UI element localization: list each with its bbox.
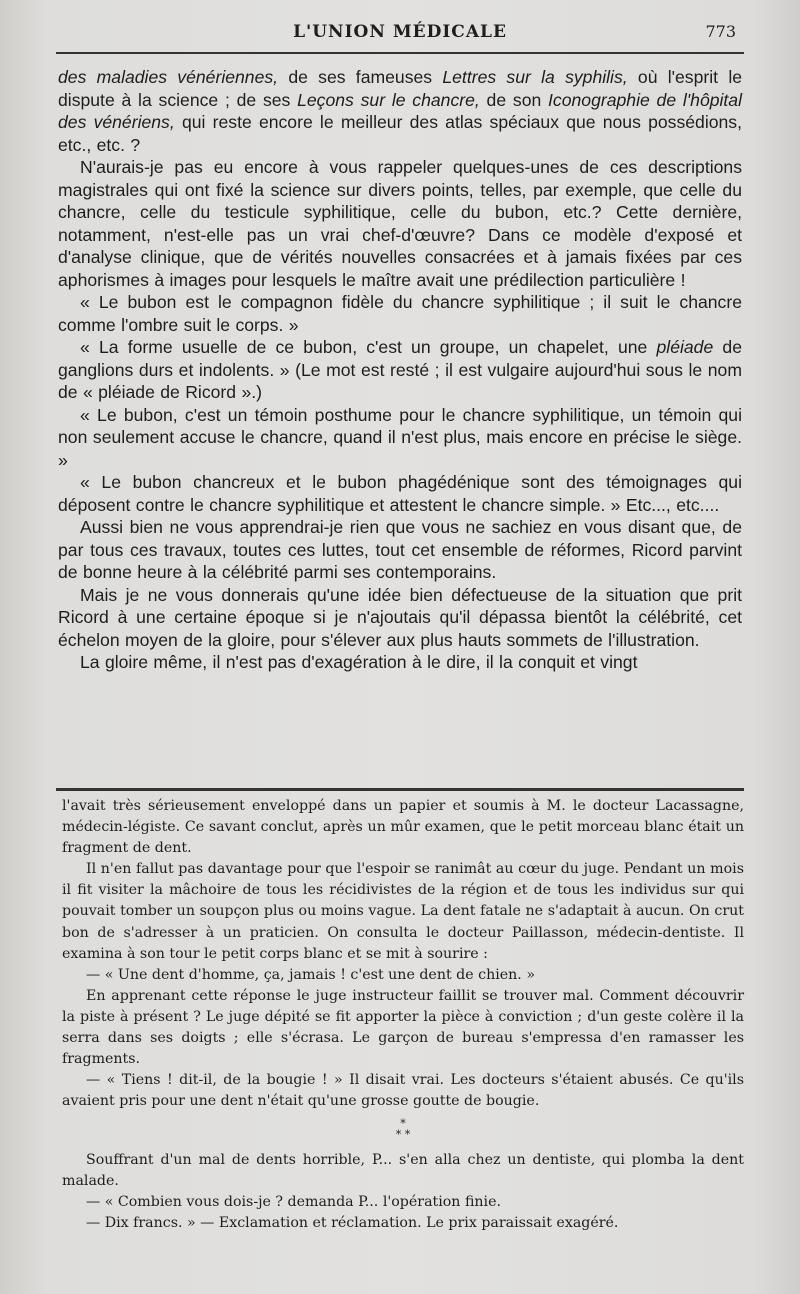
paragraph-2: N'aurais-je pas eu encore à vous rappeler quelques-unes de ces descriptions magistrales qui ont fixé la science sur divers points, telles, par exemple, que celle du chancre, celle du testicule syphilitique, celle du bubon, etc.? Cette dernière, notamment, n'est-elle pas un vrai chef-d'œuvre? Dans ce modèle d'exposé et d'analyse clinique, que de vérités nouvelles consacrées et à jamais fixées par ces aphorismes à images pour lesquels le maître avait une prédilection particulière ! [58,157,742,290]
paragraph-1 [58,66,742,156]
text-run: qui reste encore le meilleur des atlas spéciaux que nous possédions, etc., etc. ? [58,112,742,155]
asterism-top: * [400,1117,406,1131]
italic-title: Iconographie de l'hôpital des vénériens, [58,89,743,132]
text-run: où l'esprit le dispute à la science ; de ses [58,67,743,110]
anecdote-block-1 [62,796,744,1150]
paragraph-8: Mais je ne vous donnerais qu'une idée bien défectueuse de la situation que prit Ricord à une certaine époque si je n'ajoutais qu'il dépassa bientôt la célébrité, cet échelon moyen de la gloire, pour s'élever aux plus hauts sommets de l'illustration. [58,584,742,650]
asterism-bottom: * * [395,1128,411,1142]
text-run: de ganglions durs et indolents. » (Le mot est resté ; il est vulgaire aujourd'hui sous le nom de « pléiade de Ricord ».) [58,337,742,402]
note-paragraph-5: — « Tiens ! dit-il, de la bougie ! » Il disait vrai. Les docteurs s'étaient abusés. Ce qu'ils avaient pris pour une dent n'était qu'une grosse goutte de bougie. [62,1072,744,1110]
footnote-separator-rule [56,788,744,791]
text-run: de son [479,89,549,110]
journal-title: L'UNION MÉDICALE [293,22,507,42]
running-header [56,22,744,52]
italic-title: Leçons sur le chancre, [297,89,480,110]
paragraph-7: Aussi bien ne vous apprendrai-je rien que vous ne sachiez en vous disant que, de par tous ces travaux, toutes ces luttes, tout cet ensemble de réformes, Ricord parvint de bonne heure à la célébrité parmi ses contemporains. [58,517,742,582]
note-paragraph-2: Il n'en fallut pas davantage pour que l'espoir se ranimât au cœur du juge. Pendant un mois il fit visiter la mâchoire de tous les récidivistes de la région et de tous les individus sur qui pouvait tomber un soupçon plus ou moins vague. La dent fatale ne s'adaptait à aucun. On crut bon de s'adresser à un praticien. On consulta le docteur Paillasson, médecin-dentiste. Il examina à son tour le petit corps blanc et se mit à sourire : [62,861,744,962]
main-text [58,66,742,674]
page-number: 773 [705,22,736,41]
paragraph-3: « Le bubon est le compagnon fidèle du chancre syphilitique ; il suit le chancre comme l'ombre suit le corps. » [58,292,742,335]
paragraph-6: « Le bubon chancreux et le bubon phagédénique sont des témoignages qui déposent contre le chancre syphilitique et attestent le chancre simple. » Etc..., etc.... [58,472,742,515]
note-paragraph-3: — « Une dent d'homme, ça, jamais ! c'est une dent de chien. » [86,966,536,983]
note-paragraph-6: Souffrant d'un mal de dents horrible, P... s'en alla chez un dentiste, qui plomba la dent malade. [62,1152,744,1190]
note-paragraph-8: — Dix francs. » — Exclamation et réclamation. Le prix paraissait exagéré. [86,1215,619,1232]
note-paragraph-1: l'avait très sérieusement enveloppé dans un papier et soumis à M. le docteur Lacassagne, médecin-légiste. Ce savant conclut, après un mûr examen, que le petit morceau blanc était un fragment de dent. [62,798,744,857]
asterism-divider [62,1118,744,1140]
paragraph-5: « Le bubon, c'est un témoin posthume pour le chancre syphilitique, un témoin qui non seulement accuse le chancre, quand il n'est plus, mais encore en précise le siège. » [58,404,742,470]
italic-title: Lettres sur la syphilis, [442,67,628,87]
note-paragraph-4: En apprenant cette réponse le juge instructeur faillit se trouver mal. Comment découvrir la piste à présent ? Le juge dépité se fit apporter la pièce à conviction ; d'un geste colère il la serra dans ses doigts ; elle s'écrasa. Le garçon de bureau s'empressa d'en ramasser les fragments. [62,987,744,1068]
italic-word: pléiade [656,337,714,357]
note-paragraph-7: — « Combien vous dois-je ? demanda P... l'opération finie. [86,1194,501,1211]
italic-title: des maladies vénériennes, [58,67,279,87]
text-run: de ses fameuses [278,67,443,87]
anecdote-block-2 [62,1150,744,1234]
header-rule [56,52,744,54]
paragraph-4 [58,336,742,404]
paragraph-9: La gloire même, il n'est pas d'exagération à le dire, il la conquit et vingt [80,652,638,672]
text-run: « La forme usuelle de ce bubon, c'est un groupe, un chapelet, une [80,337,657,357]
